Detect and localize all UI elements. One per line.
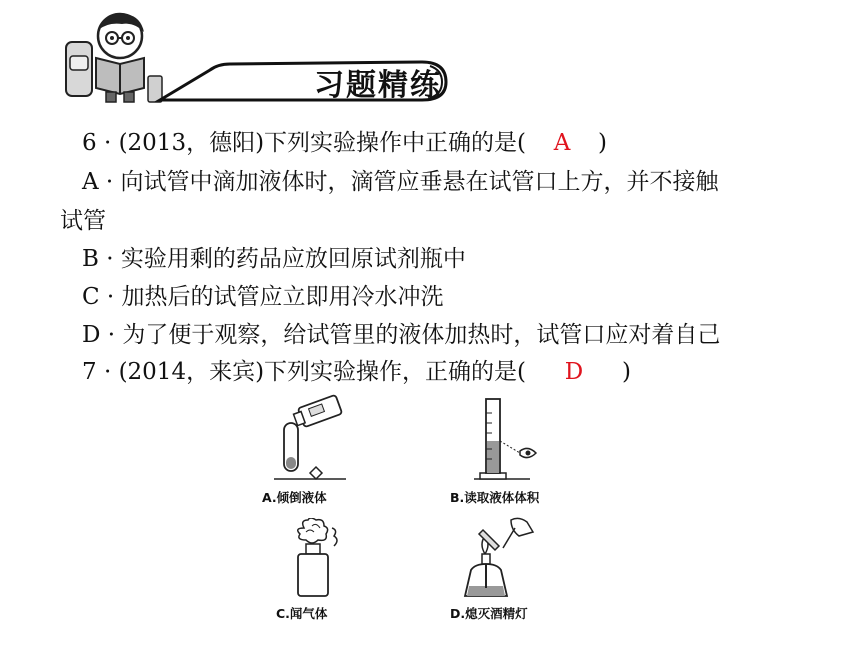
figure-a-caption: A.倾倒液体 (262, 490, 327, 505)
q7-stem-before: 7 · (2014，来宾)下列实验操作，正确的是( (82, 359, 527, 385)
figure-d-caption: D.熄灭酒精灯 (450, 606, 528, 621)
reading-graduated-cylinder-icon (470, 393, 550, 483)
q6-option-b: B · 实验用剩的药品应放回原试剂瓶中 (82, 246, 466, 272)
q6-stem-before: 6 · (2013，德阳)下列实验操作中正确的是( (82, 130, 527, 156)
q7-answer: D (564, 359, 584, 385)
q6-option-c: C · 加热后的试管应立即用冷水冲洗 (82, 284, 444, 310)
figure-c-caption: C.闻气体 (276, 606, 328, 621)
q6-option-a-cont: 试管 (60, 208, 106, 234)
q6-stem (82, 126, 607, 160)
q6-option-a: A · 向试管中滴加液体时，滴管应垂悬在试管口上方，并不接触 (82, 169, 719, 195)
q6-answer: A (553, 130, 571, 156)
q6-option-d: D · 为了便于观察，给试管里的液体加热时，试管口应对着自己 (82, 322, 721, 348)
banner-title: 习题精练 (314, 68, 442, 103)
extinguishing-alcohol-lamp-icon (455, 514, 545, 600)
pouring-liquid-into-test-tube-icon (270, 393, 350, 483)
q7-stem-after: ) (622, 359, 632, 385)
figure-b-caption: B.读取液体体积 (450, 490, 540, 505)
q6-stem-after: ) (598, 130, 608, 156)
q7-stem (82, 355, 631, 389)
smelling-gas-bottle-icon (280, 518, 360, 600)
section-banner (60, 8, 460, 108)
